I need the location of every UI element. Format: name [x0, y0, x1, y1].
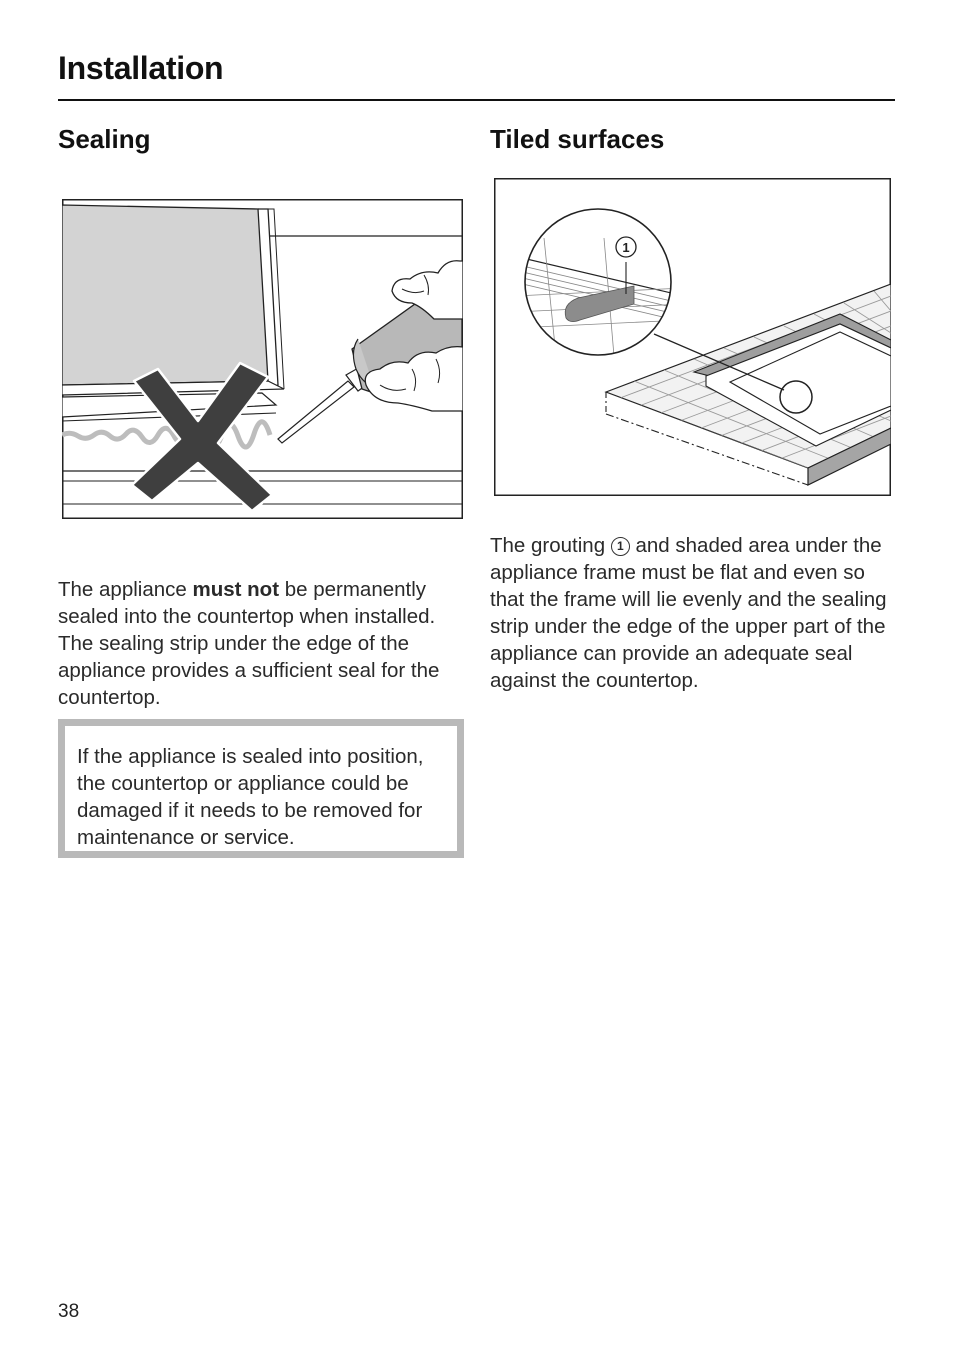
warning-box: [58, 719, 464, 858]
page-title: Installation: [58, 50, 224, 86]
title-divider: [58, 99, 895, 101]
sealing-illustration: [62, 199, 463, 519]
callout-1-inline-icon: 1: [611, 537, 630, 556]
sealing-heading: Sealing: [58, 124, 151, 154]
page-number: 38: [58, 1301, 80, 1322]
sealing-paragraph: The appliance must not be permanently sealed into the countertop when installed. The sealing strip under the edge of the appliance provides a sufficient seal for the countertop.: [58, 578, 440, 709]
warning-text: If the appliance is sealed into position, the countertop or appliance could be damaged if it needs to be removed for maintenance or service.: [65, 726, 457, 851]
tiled-surfaces-heading: Tiled surfaces: [490, 124, 665, 154]
tiled-paragraph: The grouting 1 and shaded area under the appliance frame must be flat and even so that the frame will lie evenly and the sealing strip under the edge of the upper part of the appliance can provide an adequate seal against the countertop.: [490, 534, 887, 692]
tiled-surface-illustration: [494, 178, 891, 496]
callout-1-label: 1: [622, 240, 630, 255]
callout-1-icon: [616, 237, 636, 257]
